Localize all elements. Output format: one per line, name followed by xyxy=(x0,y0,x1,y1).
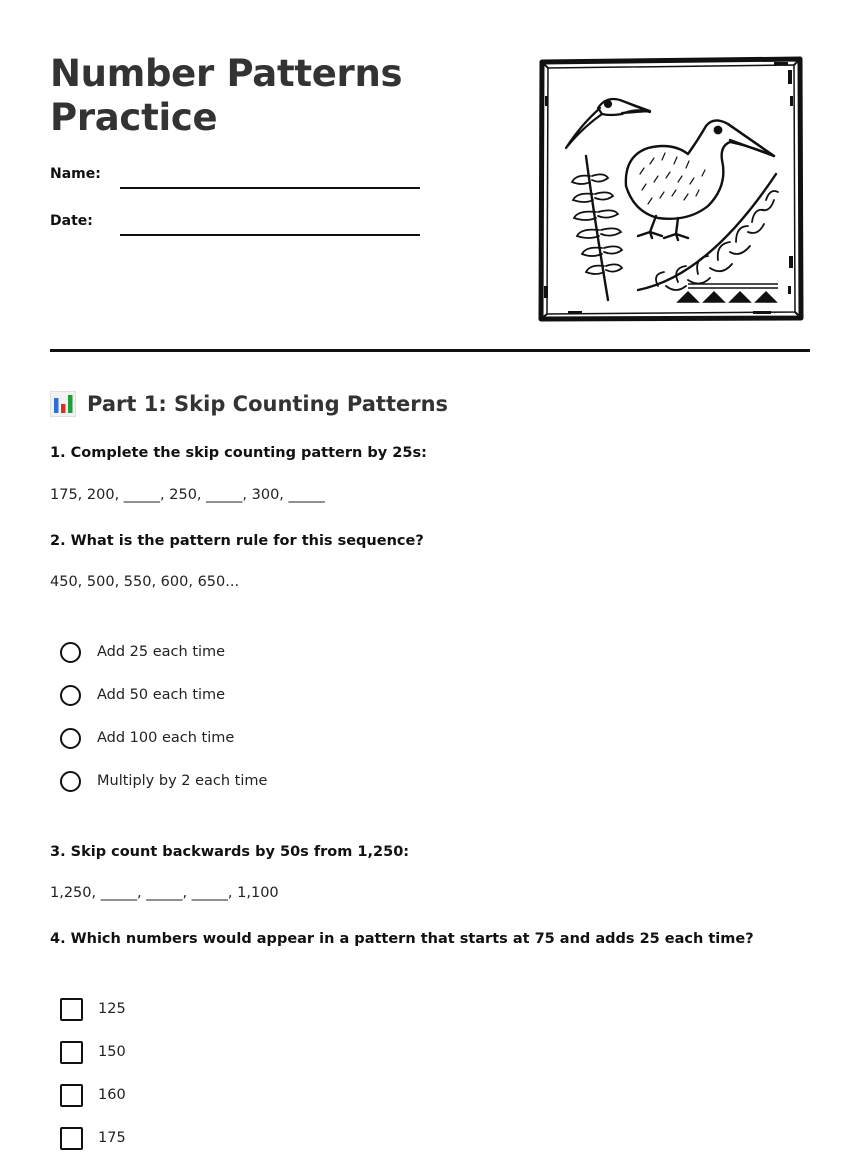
bar-chart-icon xyxy=(50,391,76,417)
part1-title: Part 1: Skip Counting Patterns xyxy=(87,392,449,416)
kiwi-fern-illustration xyxy=(538,56,804,322)
q2-option-1[interactable] xyxy=(60,640,225,664)
radio-button[interactable] xyxy=(60,728,81,749)
q2-option-4[interactable] xyxy=(60,769,267,793)
question-2-sequence: 450, 500, 550, 600, 650... xyxy=(50,574,240,590)
page-title xyxy=(50,52,402,140)
question-4: 4. Which numbers would appear in a pattern that starts at 75 and adds 25 each time? xyxy=(50,931,754,947)
q4-option-1[interactable] xyxy=(60,997,126,1021)
part1-heading xyxy=(50,389,448,419)
date-label: Date: xyxy=(50,213,93,229)
option-label: Add 100 each time xyxy=(97,730,235,746)
option-label: 150 xyxy=(98,1044,126,1060)
checkbox[interactable] xyxy=(60,1127,83,1150)
small-kiwi-head-icon xyxy=(566,99,650,148)
option-label: 175 xyxy=(98,1130,126,1146)
checkbox[interactable] xyxy=(60,1041,83,1064)
q2-option-2[interactable] xyxy=(60,683,225,707)
q4-option-2[interactable] xyxy=(60,1040,126,1064)
checkbox[interactable] xyxy=(60,998,83,1021)
option-label: Add 50 each time xyxy=(97,687,226,703)
radio-button[interactable] xyxy=(60,771,81,792)
name-field[interactable] xyxy=(120,187,420,189)
section-divider xyxy=(50,349,810,352)
q2-option-3[interactable] xyxy=(60,726,234,750)
option-label: 125 xyxy=(98,1001,126,1017)
fern-icon xyxy=(572,156,622,300)
date-field[interactable] xyxy=(120,234,420,236)
option-label: Multiply by 2 each time xyxy=(97,773,268,789)
name-label: Name: xyxy=(50,166,101,182)
question-3: 3. Skip count backwards by 50s from 1,250: xyxy=(50,844,410,860)
title-line-1: Number Patterns xyxy=(50,52,403,95)
question-1-sequence: 175, 200, _____, 250, _____, 300, _____ xyxy=(50,487,325,503)
radio-button[interactable] xyxy=(60,642,81,663)
title-line-2: Practice xyxy=(50,96,218,139)
option-label: 160 xyxy=(98,1087,126,1103)
q4-option-4[interactable] xyxy=(60,1126,126,1150)
question-1: 1. Complete the skip counting pattern by 25s: xyxy=(50,445,427,461)
question-2: 2. What is the pattern rule for this sequence? xyxy=(50,533,424,549)
checkbox[interactable] xyxy=(60,1084,83,1107)
decorative-pattern-band xyxy=(678,284,778,302)
question-3-sequence: 1,250, _____, _____, _____, 1,100 xyxy=(50,885,279,901)
option-label: Add 25 each time xyxy=(97,644,226,660)
radio-button[interactable] xyxy=(60,685,81,706)
q4-option-3[interactable] xyxy=(60,1083,126,1107)
